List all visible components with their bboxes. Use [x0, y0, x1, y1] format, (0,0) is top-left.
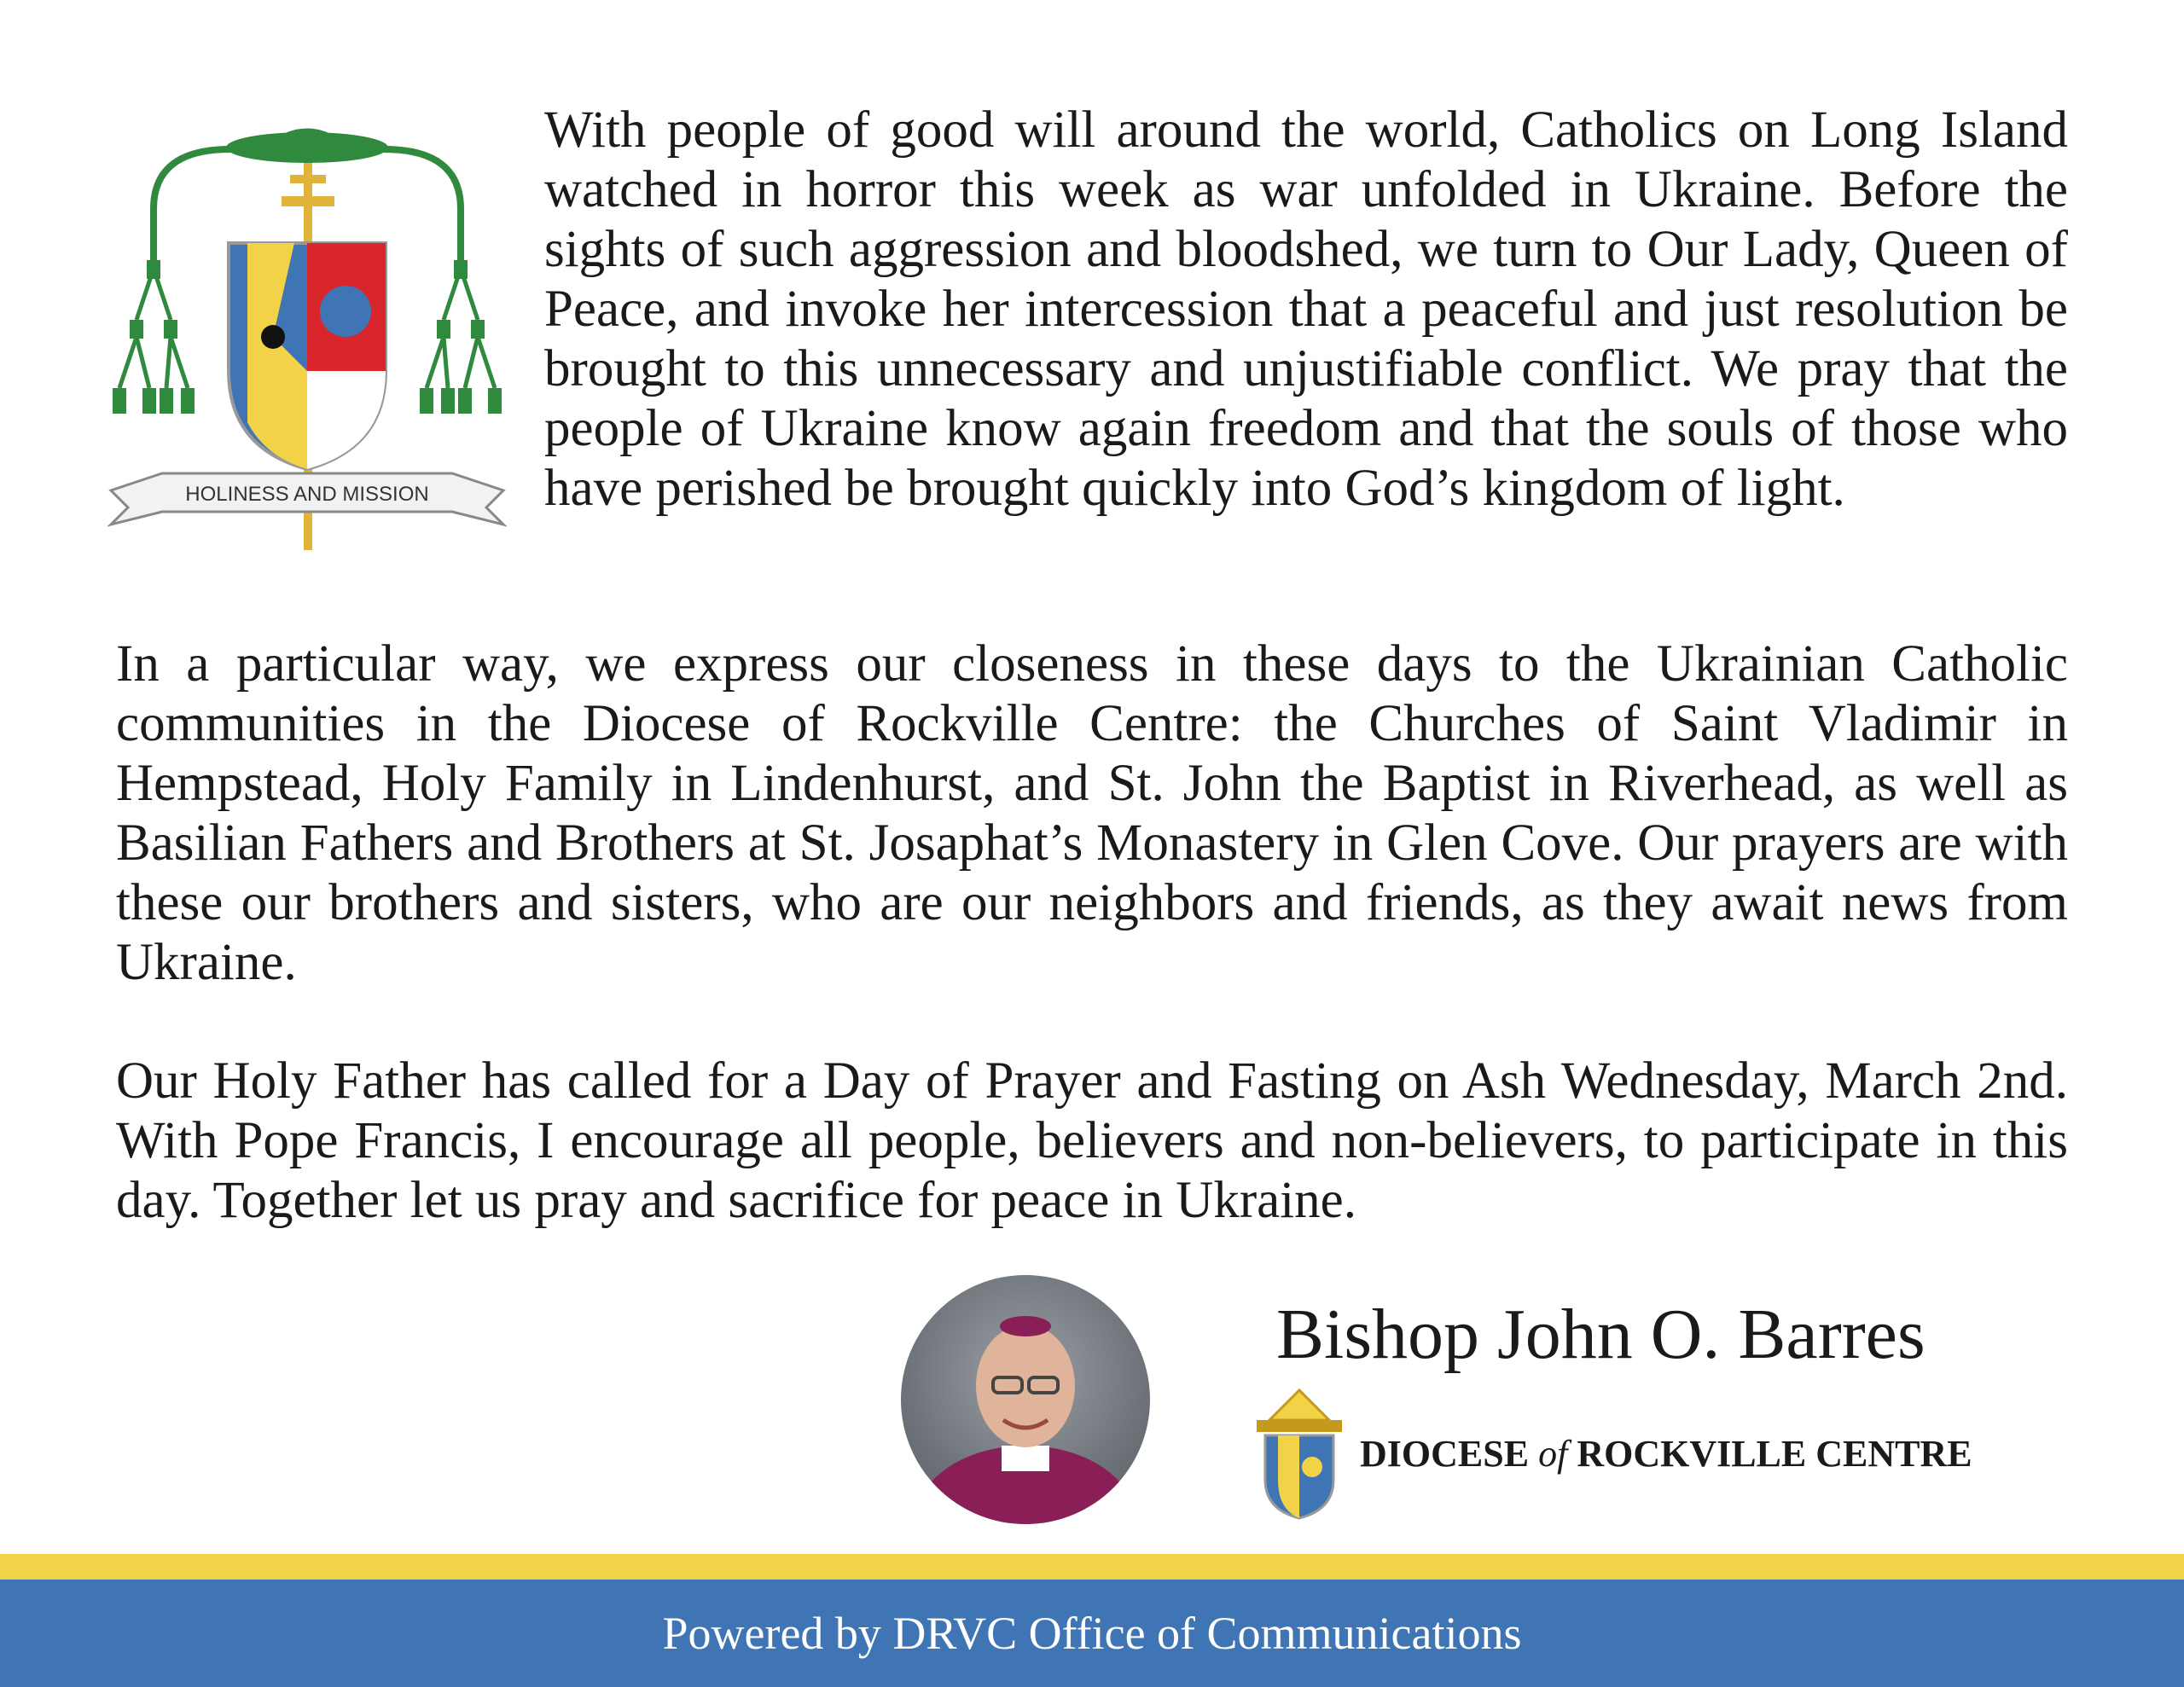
letter-paragraph-3: Our Holy Father has called for a Day of Prayer and Fasting on Ash Wednesday, March 2nd. With Pope Francis, I encourage all people, believers and non-believers, to participate in this day. Together let us pray and sacrifice for peace in Ukraine. — [116, 1052, 2068, 1229]
bishop-portrait-photo — [901, 1275, 1150, 1524]
bishop-signature-name: Bishop John O. Barres — [1276, 1295, 1926, 1374]
diocese-name — [1360, 1429, 1972, 1480]
letter-paragraph-1: With people of good will around the world, Catholics on Long Island watched in horror this week as war unfolded in Ukraine. Before the sights of such aggression and bloodshed, we turn to Our Lady, Queen of Peace, and invoke her intercession that a peaceful and just resolution be brought to this unnecessary and unjustifiable conflict. We pray that the people of Ukraine know again freedom and that the souls of those who have perished be brought quickly into God’s kingdom of light. — [544, 101, 2068, 517]
bishop-silhouette-icon — [901, 1275, 1150, 1524]
motto-text: HOLINESS AND MISSION — [185, 483, 429, 506]
letter-paragraph-2: In a particular way, we express our closeness in these days to the Ukrainian Catholic communities in the Diocese of Rockville Centre: the Churches of Saint Vladimir in Hempstead, Holy Family in Lindenhurst, and St. John the Baptist in Riverhead, as well as Basilian Fathers and Brothers at St. Josaphat’s Monastery in Glen Cove. Our prayers are with these our brothers and sisters, who are our neighbors and friends, as they await news from Ukraine. — [116, 635, 2068, 991]
diocese-crest-icon — [1252, 1386, 1346, 1521]
diocese-name-suffix: ROCKVILLE CENTRE — [1577, 1433, 1972, 1475]
footer-credit-text: Powered by DRVC Office of Communications — [662, 1608, 1522, 1659]
diocese-name-prefix: DIOCESE — [1360, 1433, 1530, 1475]
diocese-name-of: of — [1538, 1433, 1568, 1475]
footer-yellow-stripe — [0, 1554, 2184, 1580]
bishop-coat-of-arms-icon — [102, 115, 512, 554]
